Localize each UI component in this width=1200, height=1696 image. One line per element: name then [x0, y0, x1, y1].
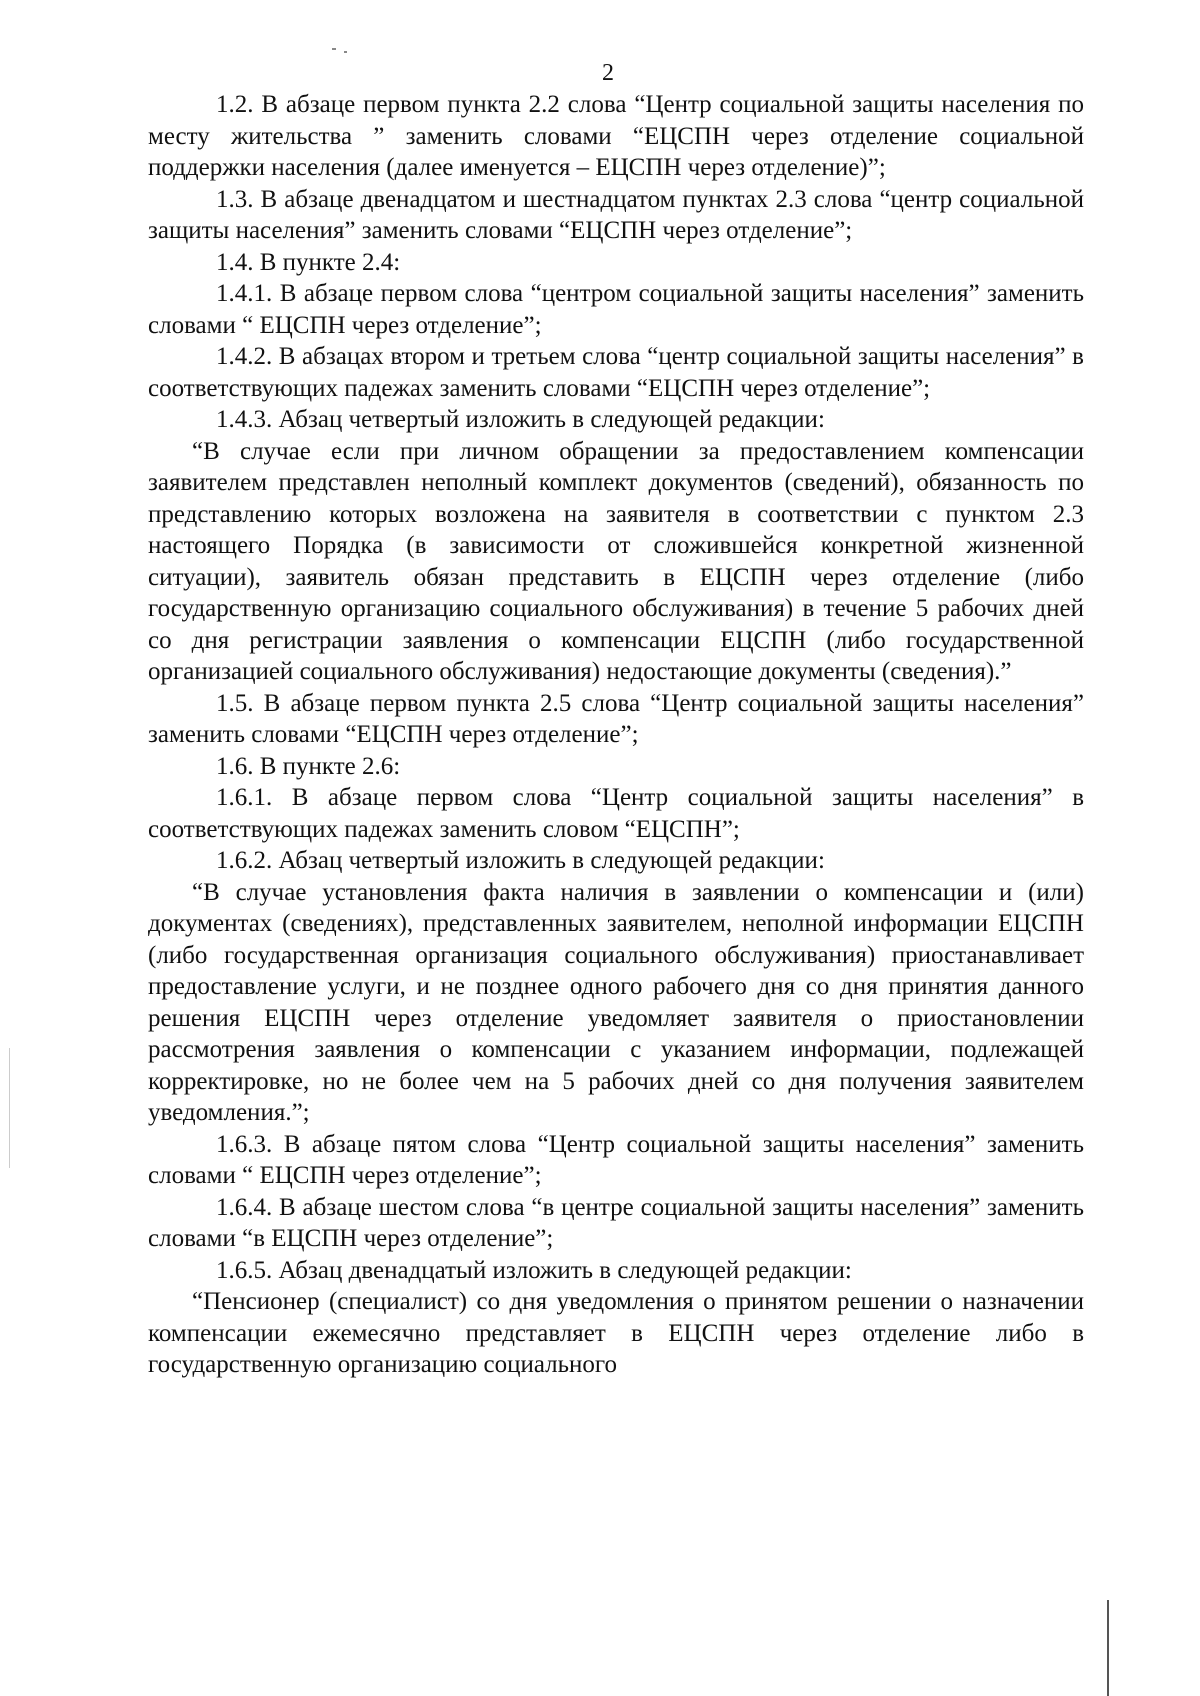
paragraph-1-6-1: 1.6.1. В абзаце первом слова “Центр социальной защиты населения” в соответствующих падежах заменить словом “ЕЦСПН”;	[148, 784, 1084, 843]
page-number: 2	[602, 60, 614, 86]
quoted-paragraph-pensioner: “Пенсионер (специалист) со дня уведомления о принятом решении о назначении компенсации ежемесячно представляет в ЕЦСПН через отделение либо в государственную организацию социального	[148, 1288, 1084, 1378]
paragraph-1-4-3: 1.4.3. Абзац четвертый изложить в следующей редакции:	[216, 406, 825, 433]
paragraph-1-3: 1.3. В абзаце двенадцатом и шестнадцатом пунктах 2.3 слова “центр социальной защиты населения” заменить словами “ЕЦСПН через отделение”;	[148, 185, 1084, 244]
paragraph-1-4-1: 1.4.1. В абзаце первом слова “центром социальной защиты населения” заменить словами “ ЕЦСПН через отделение”;	[148, 280, 1084, 339]
document-body	[148, 89, 1084, 1381]
paragraph-1-6-3: 1.6.3. В абзаце пятом слова “Центр социальной защиты населения” заменить словами “ ЕЦСПН через отделение”;	[148, 1130, 1084, 1189]
paragraph-1-6-5: 1.6.5. Абзац двенадцатый изложить в следующей редакции:	[216, 1256, 852, 1284]
scan-speck	[332, 48, 336, 50]
quoted-paragraph-incomplete-documents: “В случае если при личном обращении за предоставлением компенсации заявителем представлен неполный комплект документов (сведений), обязанность по представлению которых возложена на заявителя в соответствии с пунктом 2.3 настоящего Порядка (в зависимости от сложившейся конкретной жизненной ситуации), заявитель обязан представить в ЕЦСПН через отделение (либо государственную организацию социального обслуживания) в течение 5 рабочих дней со дня регистрации заявления о компенсации ЕЦСПН (либо государственной организацией социального обслуживания) недостающие документы (сведения).”	[148, 437, 1084, 685]
quoted-paragraph-suspension: “В случае установления факта наличия в заявлении о компенсации и (или) документах (сведениях), представленных заявителем, неполной информации ЕЦСПН (либо государственная организация социального обслуживания) приостанавливает предоставление услуги, и не позднее одного рабочего дня со дня принятия данного решения ЕЦСПН через отделение уведомляет заявителя о приостановлении рассмотрения заявления о компенсации с указанием информации, подлежащей корректировке, но не более чем на 5 рабочих дней со дня получения заявителем уведомления.”;	[148, 878, 1084, 1126]
scan-speck	[344, 51, 347, 53]
scan-edge-mark	[9, 1048, 10, 1168]
scan-edge-mark	[1107, 1600, 1109, 1696]
paragraph-1-6-4: 1.6.4. В абзаце шестом слова “в центре социальной защиты населения” заменить словами “в ЕЦСПН через отделение”;	[148, 1193, 1084, 1252]
paragraph-1-4-2: 1.4.2. В абзацах втором и третьем слова “центр социальной защиты населения” в соответствующих падежах заменить словами “ЕЦСПН через отделение”;	[148, 343, 1084, 402]
paragraph-1-2: 1.2. В абзаце первом пункта 2.2 слова “Центр социальной защиты населения по месту жительства ” заменить словами “ЕЦСПН через отделение социальной поддержки населения (далее именуется – ЕЦСПН через отделение)”;	[148, 91, 1084, 181]
paragraph-1-5: 1.5. В абзаце первом пункта 2.5 слова “Центр социальной защиты населения” заменить словами “ЕЦСПН через отделение”;	[148, 689, 1084, 748]
paragraph-1-6: 1.6. В пункте 2.6:	[216, 752, 401, 780]
paragraph-1-6-2: 1.6.2. Абзац четвертый изложить в следующей редакции:	[216, 847, 825, 874]
paragraph-1-4: 1.4. В пункте 2.4:	[216, 248, 401, 276]
